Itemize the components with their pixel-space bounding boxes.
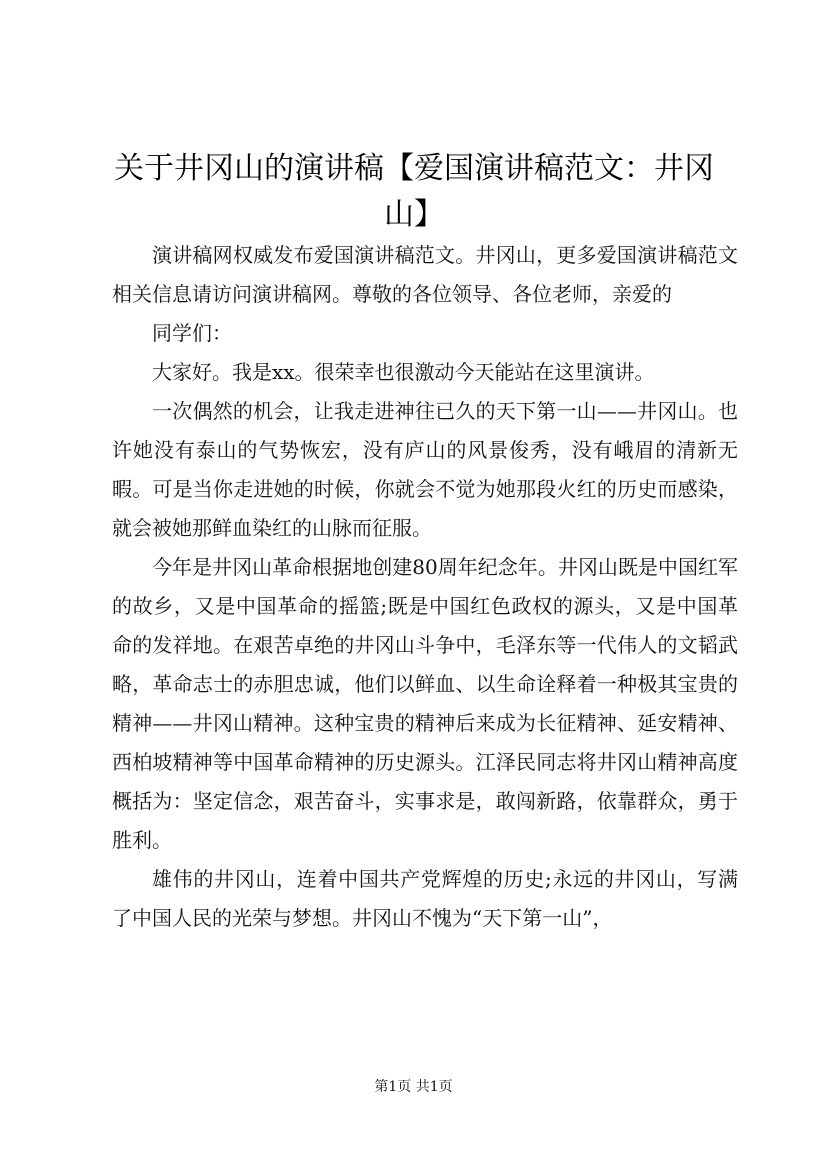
paragraph-history: 今年是井冈山革命根据地创建80周年纪念年。井冈山既是中国红军的故乡，又是中国革命的摇篮;既是中国红色政权的源头，又是中国革命的发祥地。在艰苦卓绝的井冈山斗争中，毛泽东等一代伟人的文韬武略，革命志士的赤胆忠诚，他们以鲜血、以生命诠释着一种极其宝贵的精神——井冈山精神。这种宝贵的精神后来成为长征精神、延安精神、西柏坡精神等中国革命精神的历史源头。江泽民同志将井冈山精神高度概括为：坚定信念，艰苦奋斗，实事求是，敢闯新路，依靠群众，勇于胜利。	[112, 555, 738, 852]
paragraph-conclusion: 雄伟的井冈山，连着中国共产党辉煌的历史;永远的井冈山，写满了中国人民的光荣与梦想。井冈山不愧为“天下第一山”，	[112, 867, 738, 930]
paragraph-greeting: 大家好。我是xx。很荣幸也很激动今天能站在这里演讲。	[152, 360, 655, 384]
document-body	[112, 236, 738, 938]
paragraph-salutation: 同学们：	[152, 321, 232, 345]
page-number-footer: 第1页 共1页	[374, 1079, 453, 1095]
paragraph-visit: 一次偶然的机会，让我走进神往已久的天下第一山——井冈山。也许她没有泰山的气势恢宏，没有庐山的风景俊秀，没有峨眉的清新无暇。可是当你走进她的时候，你就会不觉为她那段火红的历史而感染，就会被她那鲜血染红的山脉而征服。	[112, 399, 738, 540]
paragraph-intro: 演讲稿网权威发布爱国演讲稿范文。井冈山，更多爱国演讲稿范文相关信息请访问演讲稿网。尊敬的各位领导、各位老师，亲爱的	[112, 243, 738, 306]
document-title: 关于井冈山的演讲稿【爱国演讲稿范文：井冈山】	[114, 151, 714, 232]
